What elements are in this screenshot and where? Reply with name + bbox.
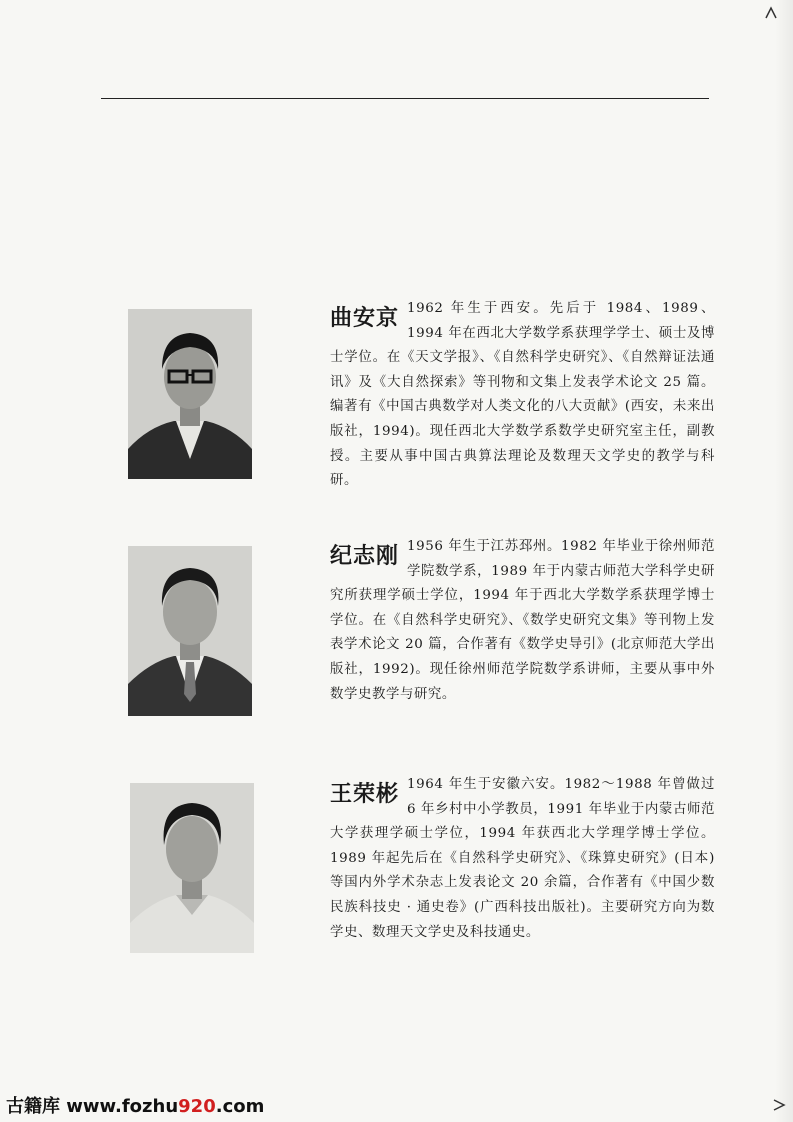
footer-prefix: 古籍库 www.fozhu	[6, 1096, 179, 1117]
fold-mark-icon	[772, 1098, 786, 1112]
portrait-photo-1	[128, 309, 252, 479]
profile-bio-2	[330, 535, 715, 707]
portrait-photo-3	[130, 783, 254, 953]
footer-suffix: .com	[215, 1096, 265, 1117]
page-edge-shadow	[775, 0, 793, 1122]
profile-text-3: 1964 年生于安徽六安。1982～1988 年曾做过 6 年乡村中小学教员，1991 年毕业于内蒙古师范大学获理学硕士学位，1994 年获西北大学理学博士学位。1989 年起先后在《自然科学史研究》、《珠算史研究》(日本) 等国内外学术杂志上发表论文 20 余篇，合作著有《中国少数民族科技史 · 通史卷》(广西科技出版社)。主要研究方向为数学史、数理天文学史及科技通史。	[330, 777, 715, 940]
profile-name-3: 王荣彬	[330, 782, 400, 807]
header-rule	[101, 98, 709, 99]
staple-mark-icon	[764, 6, 778, 20]
watermark-footer	[6, 1092, 264, 1118]
profile-name-1: 曲安京	[330, 306, 400, 331]
portrait-tie-icon	[128, 546, 252, 716]
profile-text-1: 1962 年生于西安。先后于 1984、1989、1994 年在西北大学数学系获理学学士、硕士及博士学位。在《天文学报》、《自然科学史研究》、《自然辩证法通讯》及《大自然探索》等刊物和文集上发表学术论文 25 篇。编著有《中国古典数学对人类文化的八大贡献》(西安，未来出版社，1994)。现任西北大学数学系数学史研究室主任，副教授。主要从事中国古典算法理论及数理天文学史的教学与科研。	[330, 301, 715, 489]
profile-name-2: 纪志刚	[330, 544, 400, 569]
profile-bio-1	[330, 297, 715, 494]
portrait-shirt-icon	[130, 783, 254, 953]
portrait-photo-2	[128, 546, 252, 716]
footer-number: 920	[178, 1096, 216, 1117]
portrait-glasses-icon	[128, 309, 252, 479]
profile-text-2: 1956 年生于江苏邳州。1982 年毕业于徐州师范学院数学系，1989 年于内蒙古师范大学科学史研究所获理学硕士学位，1994 年于西北大学数学系获理学博士学位。在《自然科学史研究》、《数学史研究文集》等刊物上发表学术论文 20 篇，合作著有《数学史导引》(北京师范大学出版社，1992)。现任徐州师范学院数学系讲师，主要从事中外数学史教学与研究。	[330, 539, 715, 702]
profile-bio-3	[330, 773, 715, 945]
